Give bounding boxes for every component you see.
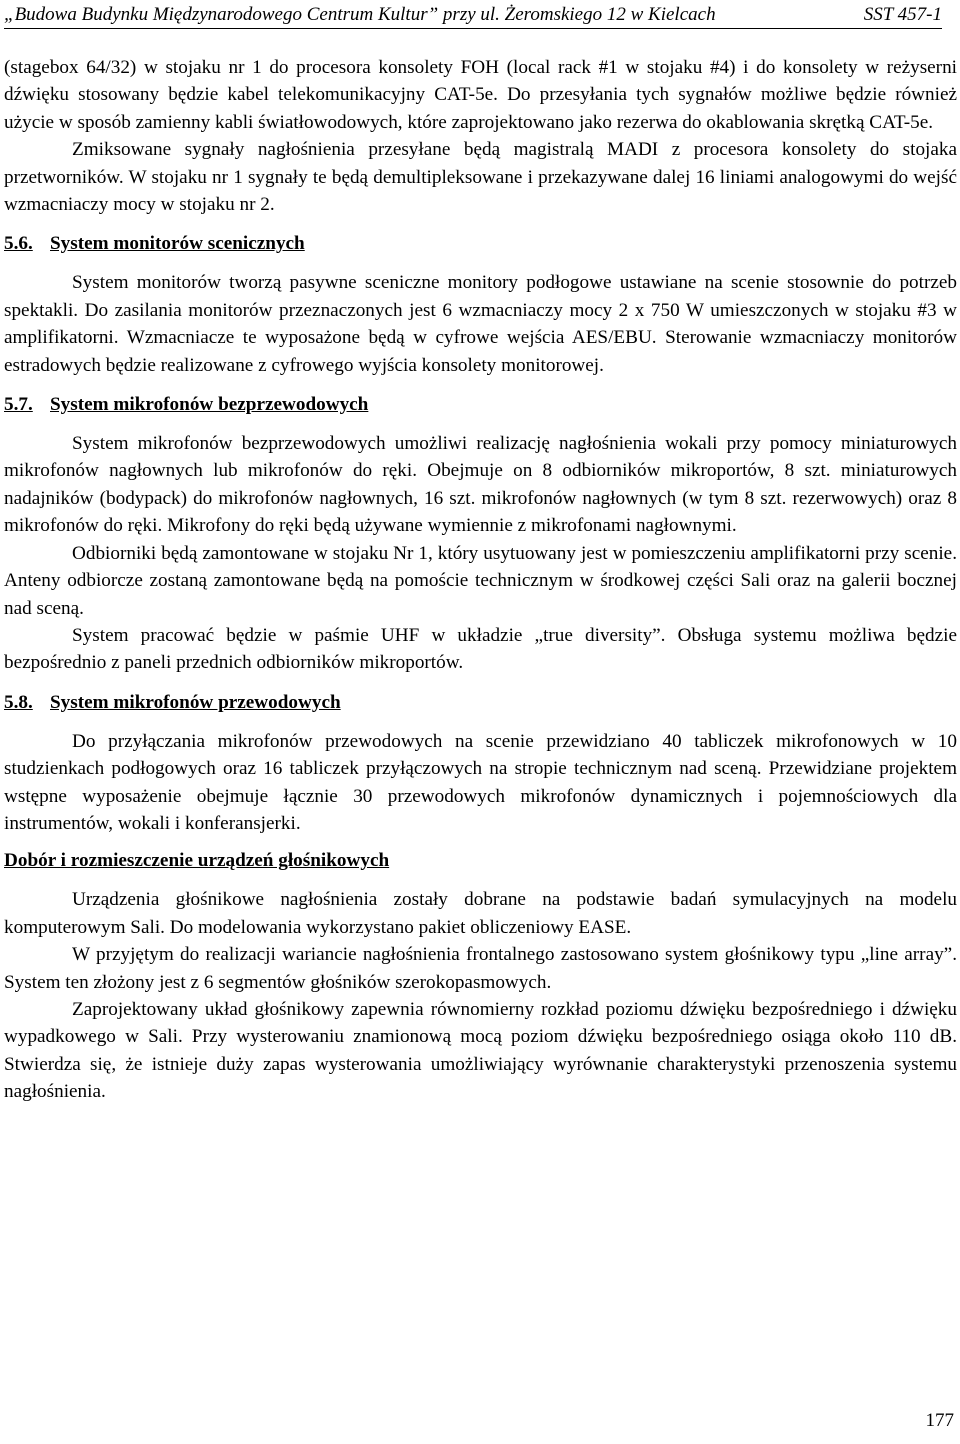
- dobor-paragraph-2: W przyjętym do realizacji wariancie nagłośnienia frontalnego zastosowano system głośnikowy typu „line array”. System ten złożony jest z 6 segmentów głośników szerokopasmowych.: [4, 944, 957, 993]
- intro-paragraph-2: Zmiksowane sygnały nagłośnienia przesyłane będą magistralą MADI z procesora konsolety do stojaka przetworników. W stojaku nr 1 sygnały te będą demultipleksowane i przekazywane dalej 16 liniami analogowymi do wejść wzmacniaczy mocy w stojaku nr 2.: [4, 139, 957, 216]
- section-title: System mikrofonów bezprzewodowych: [50, 394, 369, 416]
- section-number: 5.8.: [4, 691, 33, 713]
- header-doc-code: SST 457-1: [863, 4, 942, 25]
- section-heading-dobor: Dobór i rozmieszczenie urządzeń głośnikowych: [4, 850, 390, 872]
- section-5-7-paragraph-1: System mikrofonów bezprzewodowych umożliwi realizację nagłośnienia wokali przy pomocy miniaturowych mikrofonów nagłownych lub mikrofonów do ręki. Obejmuje on 8 odbiorników mikroportów, 8 szt. miniaturowych nadajników (bodypack) do mikrofonów nagłownych, 16 szt. mikrofonów nagłownych (w tym 8 szt. rezerwowych) oraz 8 mikrofonów do ręki. Mikrofony do ręki będą używane wymiennie z mikrofonami nagłownymi.: [4, 433, 957, 537]
- intro-paragraph-1: (stagebox 64/32) w stojaku nr 1 do procesora konsolety FOH (local rack #1 w stojaku #4) i do konsolety w reżyserni dźwięku stosowany będzie kabel telekomunikacyjny CAT-5e. Do przesyłania tych sygnałów możliwe będzie również użycie w sposób zamienny kabli światłowodowych, które zaprojektowano jako rezerwa do okablowania skrętką CAT-5e.: [4, 57, 957, 133]
- section-heading-5-6: [4, 230, 957, 257]
- document-body: [4, 54, 957, 1106]
- section-number: 5.6.: [4, 233, 33, 255]
- section-number: 5.7.: [4, 394, 33, 416]
- dobor-paragraph-3: Zaprojektowany układ głośnikowy zapewnia równomierny rozkład poziomu dźwięku bezpośredniego i dźwięku wypadkowego w Sali. Przy wysterowaniu znamionową mocą poziom dźwięku bezpośredniego osiąga około 110 dB. Stwierdza się, że istnieje duży zapas wysterowania umożliwiający wyrównanie charakterystyki przenoszenia systemu nagłośnienia.: [4, 998, 957, 1103]
- dobor-paragraph-1: Urządzenia głośnikowe nagłośnienia zostały dobrane na podstawie badań symulacyjnych na modelu komputerowym Sali. Do modelowania wykorzystano pakiet obliczeniowy EASE.: [4, 889, 957, 938]
- section-5-8-paragraph-1: Do przyłączania mikrofonów przewodowych na scenie przewidziano 40 tabliczek mikrofonowych w 10 studzienkach podłogowych oraz 16 tabliczek przyłączowych na stropie technicznym nad sceną. Przewidziane projektem wstępne wyposażenie obejmuje łącznie 30 przewodowych mikrofonów dynamicznych i pojemnościowych dla instrumentów, wokali i konferansjerki.: [4, 730, 957, 834]
- header-title: „Budowa Budynku Międzynarodowego Centrum Kultur” przy ul. Żeromskiego 12 w Kielcach: [4, 4, 716, 25]
- section-5-6-paragraph-1: System monitorów tworzą pasywne sceniczne monitory podłogowe ustawiane na scenie stosownie do potrzeb spektakli. Do zasilania monitorów przeznaczonych jest 6 wzmacniaczy mocy 2 x 750 W umieszczonych w stojaku #3 w amplifikatorni. Wzmacniacze te wyposażone będą w cyfrowe wejścia AES/EBU. Sterowanie wzmacniaczy monitorów estradowych będzie realizowane z cyfrowego wyjścia konsolety monitorowej.: [4, 272, 957, 376]
- running-header: [4, 4, 942, 29]
- section-heading-5-7: [4, 391, 957, 418]
- page-number: 177: [925, 1410, 954, 1431]
- section-heading-5-8: [4, 689, 957, 716]
- section-title: System monitorów scenicznych: [50, 233, 305, 255]
- section-5-7-paragraph-2: Odbiorniki będą zamontowane w stojaku Nr 1, który usytuowany jest w pomieszczeniu amplifikatorni przy scenie. Anteny odbiorcze zostaną zamontowane będą na pomoście technicznym w środkowej części Sali oraz na galerii bocznej nad sceną.: [4, 542, 957, 619]
- section-5-7-paragraph-3: System pracować będzie w paśmie UHF w układzie „true diversity”. Obsługa systemu możliwa będzie bezpośrednio z paneli przednich odbiorników mikroportów.: [4, 624, 957, 674]
- section-title: System mikrofonów przewodowych: [50, 691, 341, 713]
